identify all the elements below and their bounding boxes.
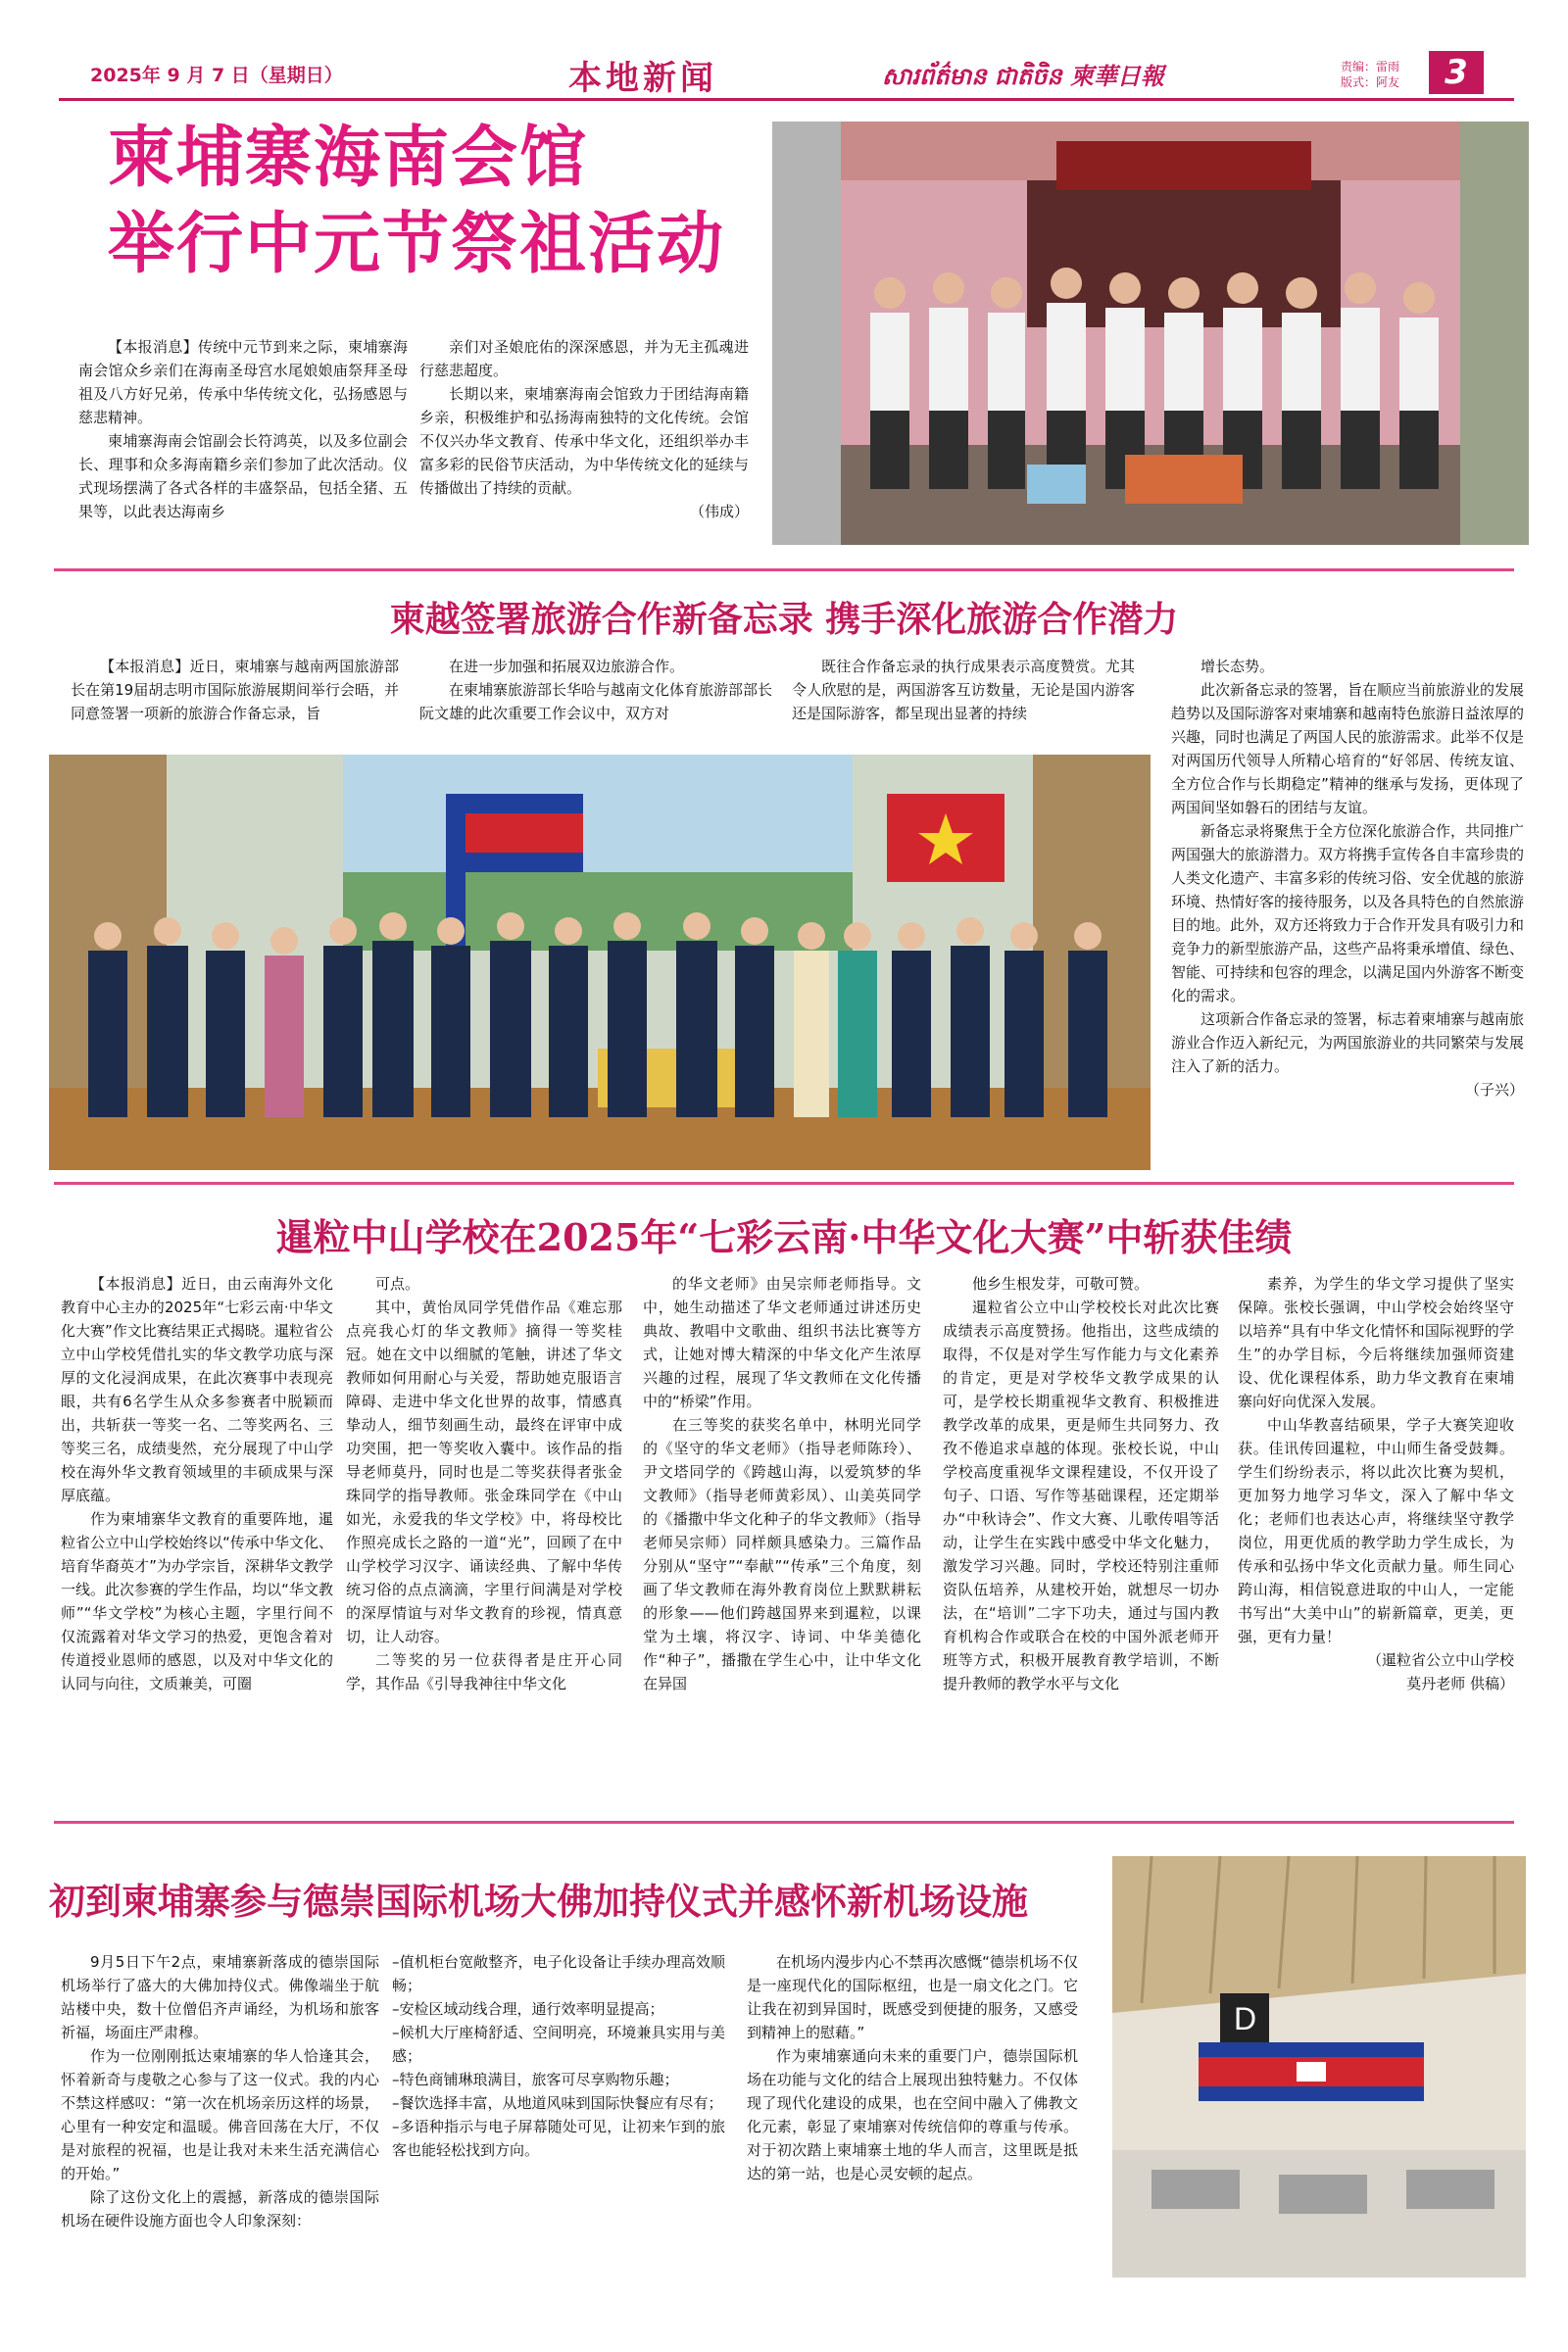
gate-letter-icon: D (1234, 2001, 1257, 2036)
paragraph: 素养，为学生的华文学习提供了坚实保障。张校长强调，中山学校会始终坚守以培养“具有中华文化情怀和国际视野的学生”的办学目标，今后将继续加强师资建设、优化课程体系，助力华文教育在柬埔寨向好向优深入发展。 (1238, 1275, 1514, 1410)
paragraph: 新备忘录将聚焦于全方位深化旅游合作，共同推广两国强大的旅游潜力。双方将携手宣传各自丰富珍贵的人类文化遗产、丰富多彩的传统习俗、安全优越的旅游环境、热情好客的接待服务，以及各具特色的自然旅游目的地。此外，双方还将致力于合作开发具有吸引力和竞争力的新型旅游产品，这些产品将秉承增值、绿色、智能、可持续和包容的理念，以满足国内外游客不断变化的需求。 (1171, 822, 1525, 1004)
article2-col2 (419, 655, 772, 725)
article4-col3 (747, 1950, 1078, 2185)
paragraph: 其中，黄怡凤同学凭借作品《难忘那点亮我心灯的华文教师》摘得一等奖桂冠。她在文中以细腻的笔触，讲述了华文教师如何用耐心与关爱，帮助她克服语言障碍、走进中华文化世界的故事，情感真挚动人，细节刻画生动，最终在评审中成功突围，把一等奖收入囊中。该作品的指导老师莫丹，同时也是二等奖获得者张金珠同学的指导教师。张金珠同学在《中山如光，永爱我的华文学校》中，将母校比作照亮成长之路的一道“光”，回顾了在中山学校学习汉字、诵读经典、了解中华传统习俗的点点滴滴，字里行间满是对学校的深厚情谊与对华文教育的珍视，情真意切，让人动容。 (346, 1298, 622, 1645)
paragraph: 既往合作备忘录的执行成果表示高度赞赏。尤其令人欣慰的是，两国游客互访数量，无论是国内游客还是国际游客，都呈现出显著的持续 (792, 658, 1135, 722)
page-number: 3 (1429, 51, 1484, 94)
list-item: –特色商铺琳琅满目，旅客可尽享购物乐趣； (392, 2071, 679, 2088)
paragraph: 在柬埔寨旅游部长华哈与越南文化体育旅游部部长阮文雄的此次重要工作会议中，双方对 (419, 681, 773, 722)
paragraph: 长期以来，柬埔寨海南会馆致力于团结海南籍乡亲，积极维护和弘扬海南独特的文化传统。会馆不仅兴办华文教育、传承中华文化，还组织举办丰富多彩的民俗节庆活动，为中华传统文化的延续与传播做出了持续的贡献。 (419, 385, 749, 497)
issue-date: 2025年 9 月 7 日（星期日） (90, 65, 343, 86)
article3-credit-line1: （暹粒省公立中山学校 (1366, 1651, 1514, 1669)
article4-col2 (392, 1950, 725, 2162)
article3-col1 (61, 1272, 333, 1695)
article3-col5 (1238, 1272, 1514, 1695)
editor-credits (1341, 59, 1399, 90)
paragraph: 【本报消息】近日，柬埔寨与越南两国旅游部长在第19届胡志明市国际旅游展期间举行会晤，并同意签署一项新的旅游合作备忘录，旨 (71, 658, 399, 722)
paragraph: 可点。 (375, 1275, 420, 1293)
article2-col1 (71, 655, 399, 725)
paragraph: 9月5日下午2点，柬埔寨新落成的德崇国际机场举行了盛大的大佛加持仪式。佛像端坐于航站楼中央，数十位僧侣齐声诵经，为机场和旅客祈福，场面庄严肃穆。 (61, 1953, 379, 2041)
article1-headline (108, 116, 764, 288)
paragraph: 除了这份文化上的震撼，新落成的德崇国际机场在硬件设施方面也令人印象深刻： (61, 2188, 379, 2230)
article2-col4 (1171, 655, 1524, 1102)
paragraph: 作为一位刚刚抵达柬埔寨的华人恰逢其会，怀着新奇与虔敬之心参与了这一仪式。我的内心不禁这样感叹：“第一次在机场亲历这样的场景，心里有一种安定和温暖。佛音回荡在大厅，不仅是对旅程的祝福，也是让我对未来生活充满信心的开始。” (61, 2047, 379, 2182)
paragraph: 【本报消息】近日，由云南海外文化教育中心主办的2025年“七彩云南·中华文化大赛”作文比赛结果正式揭晓。暹粒省公立中山学校凭借扎实的华文教学功底与深厚的文化浸润成果，在此次赛事中表现亮眼，共有6名学生从众多参赛者中脱颖而出，共斩获一等奖一名、二等奖两名、三等奖三名，成绩斐然，充分展现了中山学校在海外华文教育领域里的丰硕成果与深厚底蕴。 (61, 1275, 333, 1504)
paper-name: សារព័ត៌មាន ជាតិចិន 柬華日報 (882, 63, 1164, 90)
header-divider (59, 98, 1514, 101)
paragraph: 的华文老师》由吴宗师老师指导。文中，她生动描述了华文老师通过讲述历史典故、教唱中文歌曲、组织书法比赛等方式，让她对博大精深的中华文化产生浓厚兴趣的过程，展现了华文教师在文化传播中的“桥梁”作用。 (643, 1275, 921, 1410)
paragraph: 在机场内漫步内心不禁再次感慨“德崇机场不仅是一座现代化的国际枢纽，也是一扇文化之门。它让我在初到异国时，既感受到便捷的服务，又感受到精神上的慰藉。” (747, 1953, 1078, 2041)
divider (54, 1182, 1514, 1185)
article3-col3 (643, 1272, 921, 1695)
list-item: –候机大厅座椅舒适、空间明亮，环境兼具实用与美感； (392, 2024, 725, 2065)
article3-col4 (943, 1272, 1219, 1695)
article4-photo (1112, 1856, 1526, 2278)
paragraph: 中山华教喜结硕果，学子大赛笑迎收获。佳讯传回暹粒，中山师生备受鼓舞。学生们纷纷表示，将以此次比赛为契机，更加努力地学习华文，深入了解中华文化；老师们也表达心声，将继续坚守教学岗位，用更优质的教学助力学生成长，为传承和弘扬中华文化贡献力量。师生同心跨山海，相信锐意进取的中山人，一定能书写出“大美中山”的崭新篇章，更美，更强，更有力量！ (1238, 1416, 1514, 1645)
paragraph: 作为柬埔寨通向未来的重要门户，德崇国际机场在功能与文化的结合上展现出独特魅力。不仅体现了现代化建设的成果，也在空间中融入了佛教文化元素，彰显了柬埔寨对传统信仰的尊重与传承。对于初次踏上柬埔寨土地的华人而言，这里既是抵达的第一站，也是心灵安顿的起点。 (747, 2047, 1078, 2182)
paragraph: 作为柬埔寨华文教育的重要阵地，暹粒省公立中山学校始终以“传承中华文化、培育华裔英才”为办学宗旨，深耕华文教学一线。此次参赛的学生作品，均以“华文教师”“华文学校”为核心主题，字里行间不仅流露着对华文学习的热爱，更饱含着对传道授业恩师的感恩，以及对中华文化的认同与向往，文质兼美，可圈 (61, 1510, 333, 1692)
paragraph: 暹粒省公立中山学校校长对此次比赛成绩表示高度赞扬。他指出，这些成绩的取得，不仅是对学生写作能力与文化素养的肯定，更是对学校华文教学成果的认可，是学校长期重视华文教育、积极推进教学改革的成果，更是师生共同努力、孜孜不倦追求卓越的体现。张校长说，中山学校高度重视华文课程建设，不仅开设了句子、口语、写作等基础课程，还定期举办“中秋诗会”、作文大赛、儿歌传唱等活动，让学生在实践中感受中华文化魅力，激发学习兴趣。同时，学校还特别注重师资队伍培养，从建校开始，就想尽一切办法，在“培训”二字下功夫，通过与国内教育机构合作或联合在校的中国外派老师开班等方式，积极开展教育教学培训，不断提升教师的教学水平与文化 (943, 1298, 1219, 1692)
article3-col2 (346, 1272, 622, 1695)
article3-credit-line2: 莫丹老师 供稿） (1406, 1675, 1514, 1692)
article4-col1 (61, 1950, 379, 2232)
list-item: –餐饮选择丰富，从地道风味到国际快餐应有尽有； (392, 2094, 723, 2112)
paragraph: 亲们对圣娘庇佑的深深感恩，并为无主孤魂进行慈悲超度。 (419, 338, 749, 379)
article1-credit: （伟成） (689, 503, 749, 520)
article2-col3 (792, 655, 1135, 725)
article2-headline: 柬越签署旅游合作新备忘录 携手深化旅游合作潜力 (389, 599, 1179, 640)
editor-line: 责编：雷雨 (1341, 60, 1400, 74)
paragraph: 增长态势。 (1200, 658, 1275, 675)
article1-col2 (419, 335, 749, 523)
article1-col1 (78, 335, 408, 523)
divider (54, 1821, 1514, 1824)
paragraph: 二等奖的另一位获得者是庄开心同学，其作品《引导我神往中华文化 (346, 1651, 622, 1692)
article2-credit: （子兴） (1464, 1081, 1524, 1099)
list-item: –值机柜台宽敞整齐，电子化设备让手续办理高效顺畅； (392, 1953, 725, 1994)
paragraph: 他乡生根发芽，可敬可赞。 (972, 1275, 1150, 1293)
paragraph: 在进一步加强和拓展双边旅游合作。 (449, 658, 685, 675)
article1-photo (772, 122, 1529, 545)
paragraph: 【本报消息】传统中元节到来之际，柬埔寨海南会馆众乡亲们在海南圣母宫水尾娘娘庙祭拜圣母祖及八方好兄弟，传承中华传统文化，弘扬感恩与慈悲精神。 (78, 338, 408, 426)
list-item: –多语种指示与电子屏幕随处可见，让初来乍到的旅客也能轻松找到方向。 (392, 2118, 725, 2159)
article1-title-line2: 举行中元节祭祖活动 (108, 206, 726, 283)
section-title: 本地新闻 (568, 59, 717, 98)
paragraph: 这项新合作备忘录的签署，标志着柬埔寨与越南旅游业合作迈入新纪元，为两国旅游业的共同繁荣与发展注入了新的活力。 (1171, 1010, 1525, 1075)
article3-headline: 暹粒中山学校在2025年“七彩云南·中华文化大赛”中斩获佳绩 (275, 1215, 1293, 1259)
article4-headline: 初到柬埔寨参与德崇国际机场大佛加持仪式并感怀新机场设施 (49, 1880, 1028, 1923)
divider (54, 568, 1514, 571)
article2-photo (49, 755, 1151, 1170)
article1-title-line1: 柬埔寨海南会馆 (108, 120, 589, 197)
paragraph: 此次新备忘录的签署，旨在顺应当前旅游业的发展趋势以及国际游客对柬埔寨和越南特色旅游日益浓厚的兴趣，同时也满足了两国人民的旅游需求。此举不仅是对两国历代领导人所精心培育的“好邻居、传统友谊、全方位合作与长期稳定”精神的继承与发扬，更体现了两国间坚如磐石的团结与友谊。 (1171, 681, 1525, 816)
paragraph: 在三等奖的获奖名单中，林明光同学的《坚守的华文老师》（指导老师陈玲）、尹文塔同学的《跨越山海，以爱筑梦的华文教师》（指导老师黄彩凤）、山美英同学的《播撒中华文化种子的华文教师》（指导老师吴宗师）同样颇具感染力。三篇作品分别从“坚守”“奉献”“传承”三个角度，刻画了华文教师在海外教育岗位上默默耕耘的形象——他们跨越国界来到暹粒，以课堂为土壤，将汉字、诗词、中华美德化作“种子”，播撒在学生心中，让中华文化在异国 (643, 1416, 921, 1692)
paragraph: 柬埔寨海南会馆副会长符鸿英，以及多位副会长、理事和众多海南籍乡亲们参加了此次活动。仪式现场摆满了各式各样的丰盛祭品，包括全猪、五果等，以此表达海南乡 (78, 432, 408, 520)
layout-line: 版式：阿友 (1341, 75, 1400, 89)
list-item: –安检区域动线合理，通行效率明显提高； (392, 2000, 664, 2018)
